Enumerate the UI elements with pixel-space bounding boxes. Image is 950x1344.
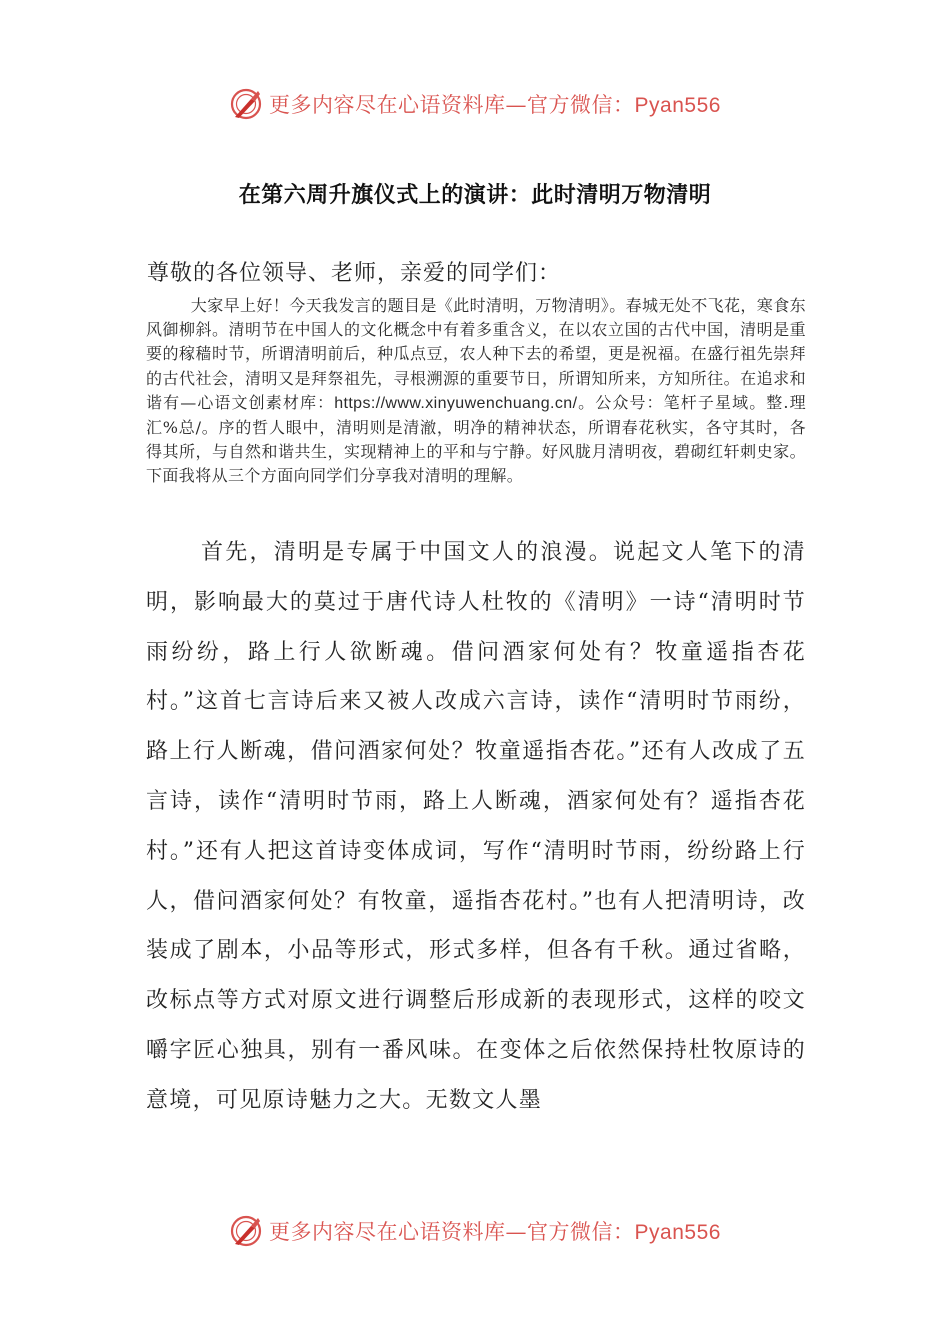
- banner-text: 更多内容尽在心语资料库—官方微信：: [269, 93, 635, 117]
- intro-paragraph: [146, 294, 806, 489]
- body-paragraph: 首先，清明是专属于中国文人的浪漫。说起文人笔下的清明，影响最大的莫过于唐代诗人杜牧的《清明》一诗“清明时节雨纷纷，路上行人欲断魂。借问酒家何处有？牧童遥指杏花村。”这首七言诗后来又被人改成六言诗，读作“清明时节雨纷，路上行人断魂，借问酒家何处？牧童遥指杏花。”还有人改成了五言诗，读作“清明时节雨，路上人断魂，酒家何处有？遥指杏花村。”还有人把这首诗变体成词，写作“清明时节雨，纷纷路上行人，借问酒家何处？有牧童，遥指杏花村。”也有人把清明诗，改装成了剧本，小品等形式，形式多样，但各有千秋。通过省略，改标点等方式对原文进行调整后形成新的表现形式，这样的咬文嚼字匠心独具，别有一番风味。在变体之后依然保持杜牧原诗的意境，可见原诗魅力之大。无数文人墨: [146, 540, 806, 1113]
- pen-logo-icon: [229, 1214, 263, 1248]
- intro-text-part1: 大家早上好！今天我发言的题目是《此时清明，万物清明》。春城无处不飞花，寒食东风御柳斜。清明节在中国人的文化概念中有着多重含义，在以农立国的古代中国，清明是重要的稼穑时节，所谓清明前后，种瓜点豆，农人种下去的希望，更是祝福。在盛行祖先崇拜的古代社会，清明又是拜祭祖先，寻根溯源的重要节日，所谓知所来，方知所往。在追求和谐有—心语文创素材库：: [146, 296, 806, 412]
- salutation: 尊敬的各位领导、老师，亲爱的同学们：: [147, 261, 562, 286]
- banner-text: 更多内容尽在心语资料库—官方微信：: [269, 1220, 635, 1244]
- banner-wechat-id: Pyan556: [634, 1221, 721, 1244]
- intro-text-part2: 。公众号：笔杆子星域。整.理汇%总/。序的哲人眼中，清明则是清澈，明净的精神状态，所谓春花秋实，各守其时，各得其所，与自然和谐共生，实现精神上的平和与宁静。好风胧月清明夜，碧砌红轩刺史家。下面我将从三个方面向同学们分享我对清明的理解。: [146, 392, 807, 486]
- banner-wechat-id: Pyan556: [634, 94, 721, 117]
- intro-url: https://www.xinyuwenchuang.cn/: [334, 394, 578, 412]
- footer-watermark-banner: [0, 1207, 950, 1255]
- page-title: 在第六周升旗仪式上的演讲：此时清明万物清明: [238, 183, 712, 208]
- header-watermark-banner: [0, 80, 950, 128]
- pen-logo-icon: [229, 87, 263, 121]
